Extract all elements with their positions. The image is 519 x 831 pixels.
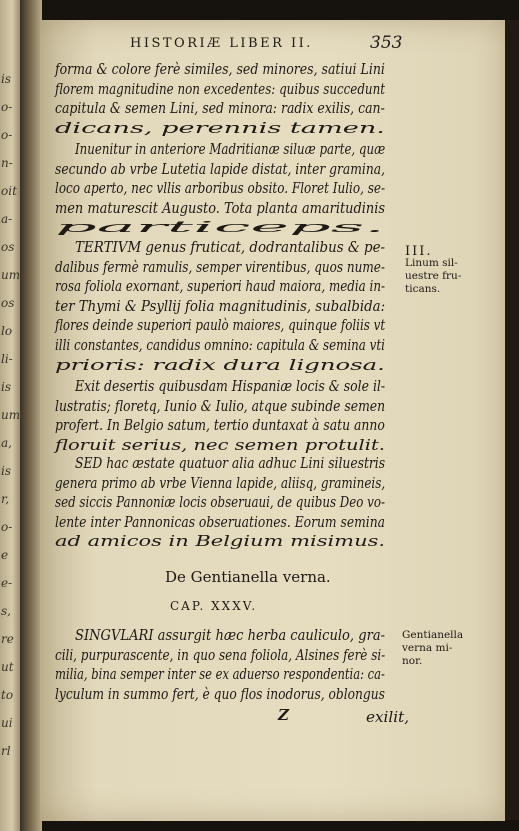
facing-page-fragment: oit: [1, 184, 17, 198]
page-number: 353: [370, 33, 403, 53]
text-line: SED hac æstate quatuor alia adhuc Lini siluestris: [75, 454, 386, 472]
text-line: particeps.: [55, 218, 385, 237]
facing-page-fragment: ut: [1, 660, 14, 674]
facing-page-fragment: li-: [1, 352, 13, 366]
facing-page-fragment: is: [1, 464, 11, 478]
text-line: flores deinde superiori paulò maiores, quinque foliis vt: [55, 316, 386, 335]
text-line: lyculum in summo fert, è quo flos inodorus, oblongus: [55, 684, 385, 703]
margin-line: nor.: [402, 655, 423, 667]
facing-page-fragment: a,: [1, 436, 12, 450]
text-line: ad amicos in Belgium misimus.: [55, 532, 386, 551]
text-line: prioris: radix dura lignosa.: [55, 355, 385, 374]
text-line: lustratis; floretq, Iunio & Iulio, atque subinde semen: [55, 396, 386, 415]
facing-page-fragment: e-: [1, 576, 13, 590]
facing-page-fragment: n-: [1, 156, 13, 170]
text-line: floruit serius, nec semen protulit.: [55, 435, 385, 454]
text-line: genera primo ab vrbe Vienna lapide, aliisq, gramineis,: [55, 473, 386, 492]
facing-page-fragment: os: [1, 240, 15, 254]
facing-page-fragment: is: [1, 380, 11, 394]
facing-page-fragment: e: [1, 548, 9, 562]
text-line: men maturescit Augusto. Tota planta amaritudinis: [55, 198, 386, 217]
section-heading: De Gentianella verna.: [165, 568, 331, 586]
text-line: lente inter Pannonicas obseruationes. Eorum semina: [55, 512, 386, 531]
margin-line: Linum sil-: [405, 257, 458, 269]
facing-page-fragment: rl: [1, 744, 11, 758]
facing-page-fragment: o-: [1, 128, 13, 142]
signature-mark: Z: [278, 706, 289, 724]
text-line: ter Thymi & Psyllij folia magnitudinis, subalbida:: [55, 296, 386, 315]
facing-page-fragment: re: [1, 632, 14, 646]
facing-page-fragment: o-: [1, 100, 13, 114]
margin-line: ticans.: [405, 283, 441, 295]
text-line: Inuenitur in anteriore Madritianæ siluæ parte, quæ: [75, 140, 386, 158]
right-edge: [505, 20, 519, 820]
chapter-label: CAP. XXXV.: [170, 599, 258, 613]
margin-line: III.: [405, 244, 433, 259]
text-line: capitula & semen Lini, sed minora: radix exilis, can-: [55, 99, 385, 118]
facing-page-fragment: lo: [1, 324, 13, 338]
text-line: sed siccis Pannoniæ locis obseruaui, de quibus Deo vo-: [55, 493, 385, 512]
text-line: milia, bina semper inter se ex aduerso respondentia: ca-: [55, 665, 385, 684]
facing-page-edge: [0, 0, 20, 831]
text-line: dicans, perennis tamen.: [55, 118, 385, 137]
book-gutter: [20, 0, 42, 831]
facing-page-fragment: r,: [1, 492, 10, 506]
text-line: forma & colore ferè similes, sed minores, satiui Lini: [55, 60, 385, 78]
facing-page-fragment: o-: [1, 520, 13, 534]
facing-page-fragment: to: [1, 688, 14, 702]
facing-page-fragment: a-: [1, 212, 13, 226]
facing-page-fragment: os: [1, 296, 15, 310]
catchword: exilit,: [366, 708, 410, 726]
book-page: [40, 20, 505, 821]
facing-page-fragment: ui: [1, 716, 13, 730]
facing-page-fragment: um: [1, 268, 20, 282]
margin-line: verna mi-: [402, 642, 453, 654]
facing-page-fragment: is: [1, 72, 11, 86]
text-line: TERTIVM genus fruticat, dodrantalibus & pe-: [75, 238, 386, 256]
text-line: illi constantes, candidus omnino: capitula & semina vti: [55, 336, 385, 354]
margin-line: Gentianella: [402, 629, 464, 641]
text-line: rosa foliola exornant, superiori haud maiora, media in-: [55, 277, 386, 296]
text-line: dalibus fermè ramulis, semper virentibus, quos nume-: [55, 257, 385, 276]
facing-page-fragment: s,: [1, 604, 11, 618]
text-line: secundo ab vrbe Lutetia lapide distat, inter gramina,: [55, 159, 386, 178]
text-line: profert. In Belgio satum, tertio duntaxat à satu anno: [55, 416, 385, 435]
facing-page-fragment: um: [1, 408, 20, 422]
running-header: HISTORIÆ LIBER II.: [130, 36, 313, 51]
text-line: cili, purpurascente, in quo sena foliola, Alsines ferè si-: [55, 645, 386, 664]
text-line: SINGVLARI assurgit hæc herba cauliculo, gra-: [75, 626, 386, 644]
text-line: loco aperto, nec vllis arboribus obsito. Floret Iulio, se-: [55, 179, 386, 198]
text-line: florem magnitudine non excedentes: quibus succedunt: [55, 79, 385, 98]
text-line: Exit desertis quibusdam Hispaniæ locis & sole il-: [75, 377, 386, 395]
margin-line: uestre fru-: [405, 270, 462, 282]
